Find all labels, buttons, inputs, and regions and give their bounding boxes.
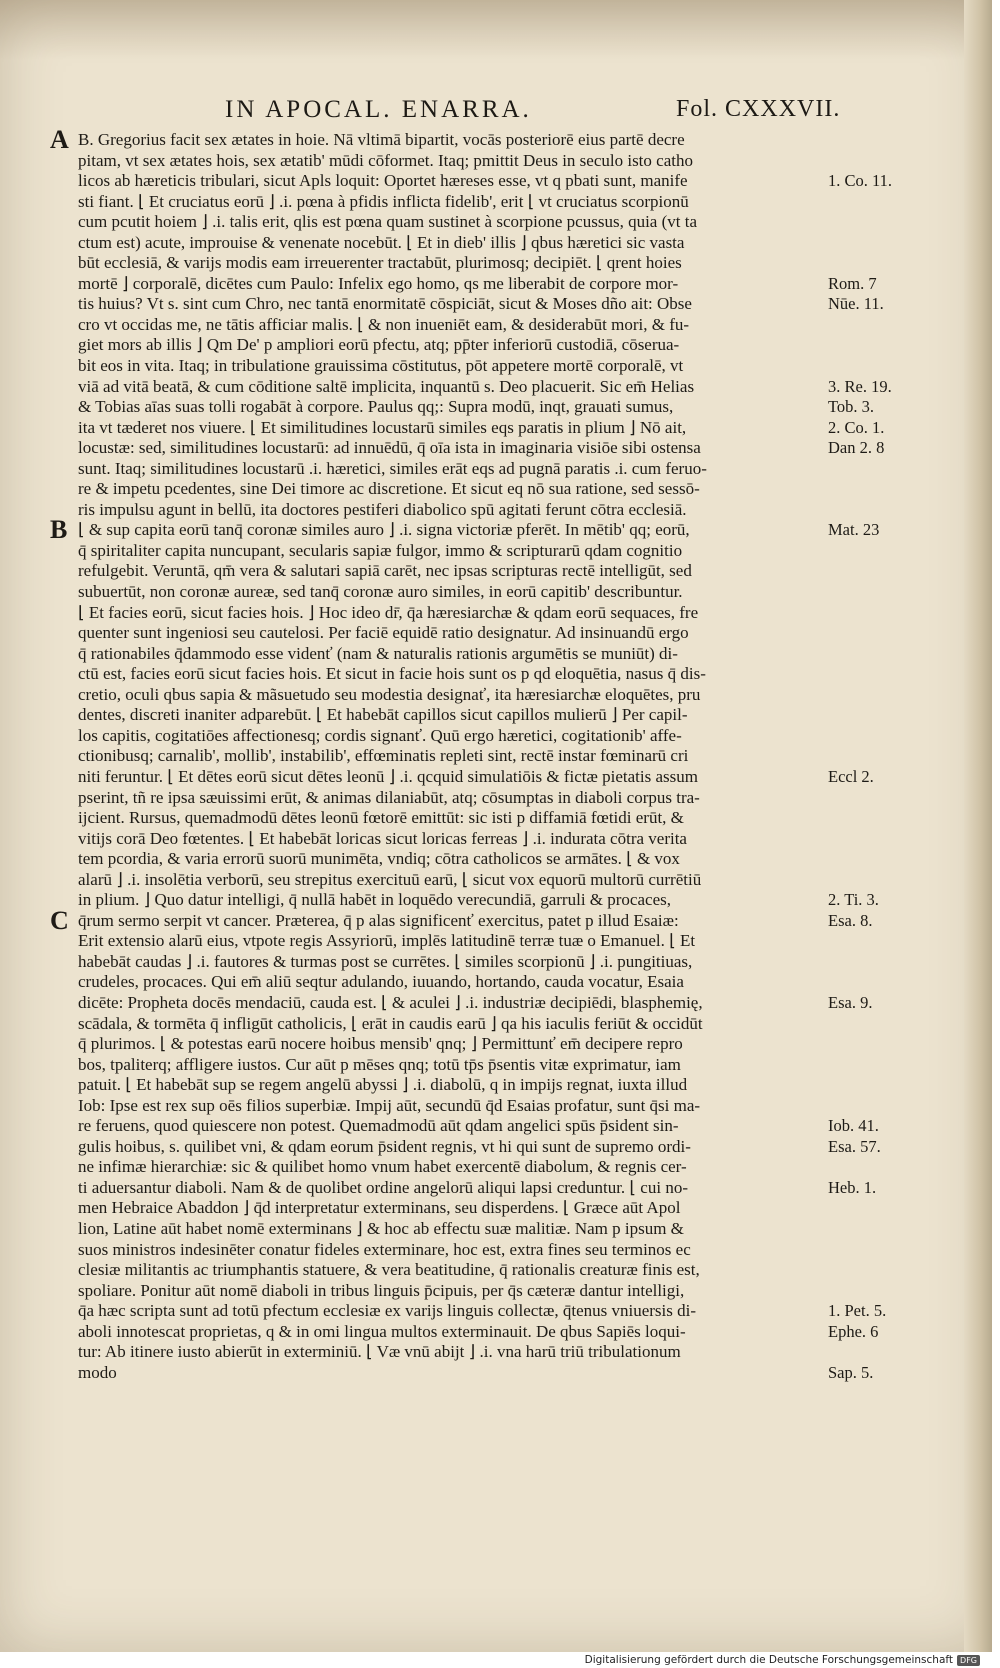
text-line: gulis hoibus, s. quilibet vni, & qdam eorum p̄sident regnis, vt hi qui sunt de supremo ordi- (78, 1136, 691, 1156)
text-line: ita vt tæderet nos viuere. ⌊ Et similitudines locustarū similes eqs paratis in plium ⌋ Nō ait, (78, 417, 687, 437)
text-line: clesiæ militantis ac triumphantis statuere, & vera beatitudine, q̄ rationalis creaturæ finis est, (78, 1260, 700, 1280)
text-line: modo (78, 1362, 117, 1382)
margin-reference: 2. Ti. 3. (828, 890, 879, 910)
text-line: niti feruntur. ⌊ Et dētes eorū sicut dētes leonū ⌋ .i. qcquid simulatiōis & fictæ pietatis assum (78, 766, 698, 786)
text-line: ⌊ Et facies eorū, sicut facies hois. ⌋ Hoc ideo dr̄, q̄a hæresiarchæ & qdam eorū sequaces, fre (78, 602, 699, 622)
section-marker: C (50, 905, 69, 935)
digitization-credit (585, 1654, 980, 1666)
text-line: ijcient. Rursus, quemadmodū dētes leonū fœtorē emittūt: sic isti p diffamiā fœtidi erūt, & (78, 808, 684, 828)
text-line: locustæ: sed, similitudines locustarū: ad innuēdū, q̄ oīa ista in imaginaria visiōe sibi ostensa (78, 438, 701, 458)
text-line: ctū est, facies eorū sicut facies hois. Et sicut in facie hois sunt os p qd eloquētia, nasus q̄ dis- (78, 664, 706, 684)
margin-reference: Esa. 8. (828, 910, 873, 930)
text-line: crudeles, procaces. Qui em̄ aliū seqtur adulando, iuuando, hortando, cauda vocatur, Esaia (78, 972, 684, 992)
page-edge (964, 0, 992, 1652)
text-line: los capitis, cogitatiōes affectionesq; cordis signanť. Quū ergo hæretici, cogitationib' affe- (78, 725, 682, 745)
text-line: ctum est) acute, improuise & venenate nocebūt. ⌊ Et in dieb' illis ⌋ qbus hæretici sic vasta (78, 232, 685, 252)
text-line: scādala, & tormēta q̄ infligūt catholicis, ⌊ erāt in caudis earū ⌋ qa his iaculis feriūt & occidūt (78, 1013, 703, 1033)
text-line: tur: Ab itinere iusto abierūt in exterminiū. ⌊ Væ vnū abijt ⌋ .i. vna harū triū tribulationum (78, 1342, 681, 1362)
text-line: alarū ⌋ .i. insolētia verborū, seu strepitus exercituū earū, ⌊ sicut vox equorū multorū currētiū (78, 869, 702, 889)
page-shadow (0, 0, 992, 60)
text-line: refulgebit. Veruntā, qm̄ vera & salutari sapiā carēt, nec ipsas scripturas rectē intelligūt, sed (78, 561, 692, 581)
text-line: ctionibusq; carnalib', mollib', instabilib', effœminatis repleti sint, rectē instar fœminarū cri (78, 746, 689, 766)
text-line: sti fiant. ⌊ Et cruciatus eorū ⌋ .i. pœna à pfidis inflicta fidelib', erit ⌊ vt cruciatus scorpionū (78, 191, 689, 211)
text-line: ne infimæ hierarchiæ: sic & quilibet homo vnum habet exercentē diabolum, & regnis cer- (78, 1157, 687, 1177)
text-line: tem pcordia, & varia errorū suorū munimēta, vndiq; cōtra catholicos se armātes. ⌊ & vox (78, 849, 680, 869)
margin-reference: Sap. 5. (828, 1363, 874, 1382)
margin-reference: 1. Co. 11. (828, 171, 893, 191)
text-line: aboli innotescat proprietas, q & in omi lingua multos exterminauit. De qbus Sapiēs loqui- (78, 1321, 686, 1341)
text-line: re & impetu pcedentes, sine Dei timore ac discretione. Et sicut eq nō sua ratione, sed sessō- (78, 479, 700, 499)
text-line: ⌊ & sup capita eorū tanq̄ coronæ similes auro ⌋ .i. signa victoriæ pferēt. In mētib' qq; eorū, (78, 520, 690, 540)
margin-reference: 1. Pet. 5. (828, 1301, 887, 1321)
text-line: tis huius? Vt s. sint cum Chro, nec tantā enormitatē cōspiciāt, sicut & Moses dño ait: Obse (78, 294, 692, 314)
text-line: viā ad vitā beatā, & cum cōditione saltē implicita, inquantū s. Deo placuerit. Sic em̄ Helias (78, 376, 695, 396)
text-line: q̄ plurimos. ⌊ & potestas earū nocere hoibus mensib' qnq; ⌋ Permittunť em̄ decipere repro (78, 1034, 683, 1054)
text-line: ris impulsu agunt in bellū, ita doctores pestiferi diabolico spū agitati ferunt cōtra ecclesiā. (78, 499, 687, 519)
margin-reference: Rom. 7 (828, 273, 877, 293)
section-marker: B (50, 515, 68, 545)
text-line: B. Gregorius facit sex ætates in hoie. Nā vltimā bipartit, vocās posteriorē eius partē decre (78, 130, 685, 149)
text-line: subuertūt, non coronæ aureæ, sed tanq̄ coronæ auro similes, in eorū capitib' describuntur. (78, 582, 683, 602)
section-marker: A (50, 125, 69, 154)
text-line: re feruens, quod quiescere non potest. Quemadmodū aūt qdam angelici spūs p̄sident sin- (78, 1116, 679, 1136)
body-text (78, 130, 813, 1383)
margin-reference: 3. Re. 19. (828, 376, 892, 396)
dfg-logo-icon: DFG (957, 1655, 980, 1666)
margin-reference: Esa. 9. (828, 993, 873, 1013)
margin-reference: Nūe. 11. (828, 294, 884, 314)
folio-number: Fol. CXXXVII. (676, 96, 841, 122)
text-line: cum pcutit hoiem ⌋ .i. talis erit, qlis est pœna quam sustinet à scorpione pcussus, quia (vt ta (78, 212, 697, 232)
text-line: lion, Latine aūt habet nomē exterminans ⌋ & hoc ab effectu suæ malitiæ. Nam p ipsum & (78, 1218, 684, 1238)
margin-reference: Eccl 2. (828, 767, 874, 787)
text-line: in plium. ⌋ Quo datur intelligi, q̄ nullā habēt in loquēdo verecundiā, garruli & procaces, (78, 890, 671, 910)
margin-reference: Heb. 1. (828, 1178, 877, 1198)
text-line: habebāt caudas ⌋ .i. fautores & turmas post se currētes. ⌊ similes scorpionū ⌋ .i. pungitiuas, (78, 951, 693, 971)
text-line: q̄ spiritaliter capita nuncupant, secularis sapiæ fulgor, immo & scripturarū qdam cognitio (78, 540, 683, 560)
text-line: dentes, discreti inaniter adparebūt. ⌊ Et habebāt capillos sicut capillos mulierū ⌋ Per capil- (78, 705, 688, 725)
running-head: IN APOCAL. ENARRA. (225, 96, 532, 123)
text-line: bos, tpaliterq; affligere iustos. Cur aūt p mēses qnq; totū tp̄s p̄sentis vitæ exprimatur, iam (78, 1054, 681, 1074)
margin-reference: Esa. 57. (828, 1136, 881, 1156)
text-line: cro vt occidas me, ne tātis afficiar malis. ⌊ & non inueniēt eam, & desiderabūt mori, & fu- (78, 314, 690, 334)
text-line: dicēte: Propheta docēs mendaciū, cauda est. ⌊ & aculei ⌋ .i. industriæ decipiēdi, blasphemię, (78, 992, 703, 1012)
text-line: pitam, vt sex ætates hois, sex ætatib' mūdi cōformet. Itaq; pmittit Deus in seculo isto catho (78, 150, 693, 170)
text-line: quenter sunt ingeniosi seu cautelosi. Per faciē equidē ratio designatur. Ad insinuandū ergo (78, 623, 689, 643)
text-line: q̄a hæc scripta sunt ad totū pfectum ecclesiæ ex varijs linguis collectæ, q̄tenus vniuersis di- (78, 1301, 697, 1321)
text-line: licos ab hæreticis tribulari, sicut Apls loquit: Oportet hæreses esse, vt q pbati sunt, manife (78, 171, 688, 191)
text-line: cretio, oculi qbus sapia & mãsuetudo seu modestia designať, ita hæresiarchæ eloquētes, pru (78, 684, 701, 704)
margin-reference: Ephe. 6 (828, 1321, 879, 1341)
text-line: q̄ rationabiles q̄dammodo esse videnť (nam & naturalis rationis argumētis se muniūt) di- (78, 643, 678, 663)
text-line: men Hebraice Abaddon ⌋ q̄d interpretatur exterminans, seu disperdens. ⌊ Græce aūt Apol (78, 1198, 681, 1218)
text-line: bit eos in vita. Itaq; in tribulatione grauissima cōstitutus, pōt appetere mortē corporalē, vt (78, 356, 684, 376)
margin-reference: 2. Co. 1. (828, 417, 885, 437)
text-line: q̄rum sermo serpit vt cancer. Præterea, q̄ p alas significenť exercitus, patet p illud Esaiæ: (78, 910, 679, 930)
text-line: patuit. ⌊ Et habebāt sup se regem angelū abyssi ⌋ .i. diabolū, q in impijs regnat, iuxta illud (78, 1075, 688, 1095)
text-line: Erit extensio alarū eius, vtpote regis Assyriorū, implēs latitudinē terræ tuæ o Emanuel. ⌊ Et (78, 931, 696, 951)
margin-reference: Iob. 41. (828, 1116, 879, 1136)
text-line: spoliare. Ponitur aūt nomē diaboli in tribus linguis p̄cipuis, per q̄s cæteræ dantur intelligi, (78, 1280, 685, 1300)
margin-reference: Mat. 23 (828, 520, 880, 540)
credit-text: Digitalisierung gefördert durch die Deutsche Forschungsgemeinschaft (584, 1654, 954, 1666)
text-line: & Tobias aīas suas tolli rogabāt à corpore. Paulus qq;: Supra modū, inqt, grauati sumus, (78, 397, 674, 417)
text-line: giet mors ab illis ⌋ Qm De' p ampliori eorū pfectu, atq; pp̄ter inferiorū custodiā, cōserua- (78, 335, 680, 355)
text-line: sunt. Itaq; similitudines locustarū .i. hæretici, similes erāt eqs ad pugnā paratis .i. cum feruo- (78, 458, 707, 478)
text-line: vitijs corā Deo fœtentes. ⌊ Et habebāt loricas sicut loricas ferreas ⌋ .i. indurata cōtra verita (78, 828, 687, 848)
text-line: suos ministros indesinēter conatur fideles exterminare, hoc est, extra fines seu terminos ec (78, 1239, 691, 1259)
text-line: pserint, tñ re ipsa sæuissimi erūt, & animas dilaniabūt, atq; cōsumptas in diaboli corpus tra- (78, 787, 700, 807)
text-line: mortē ⌋ corporalē, dicētes cum Paulo: Infelix ego homo, qs me liberabit de corpore mor- (78, 273, 679, 293)
margin-reference: Dan 2. 8 (828, 438, 885, 458)
text-line: būt ecclesiā, & varijs modis eam irreuerenter tractabūt, plurimosq; decipiēt. ⌊ qrent hoies (78, 253, 682, 273)
margin-reference: Tob. 3. (828, 397, 875, 417)
text-line: Iob: Ipse est rex sup oēs filios superbiæ. Impij aūt, secundū q̄d Esaias profatur, sunt q̄si ma- (78, 1095, 701, 1115)
text-line: ti aduersantur diaboli. Nam & de quolibet ordine angelorū aliqui lapsi creduntur. ⌊ cui no- (78, 1177, 688, 1197)
